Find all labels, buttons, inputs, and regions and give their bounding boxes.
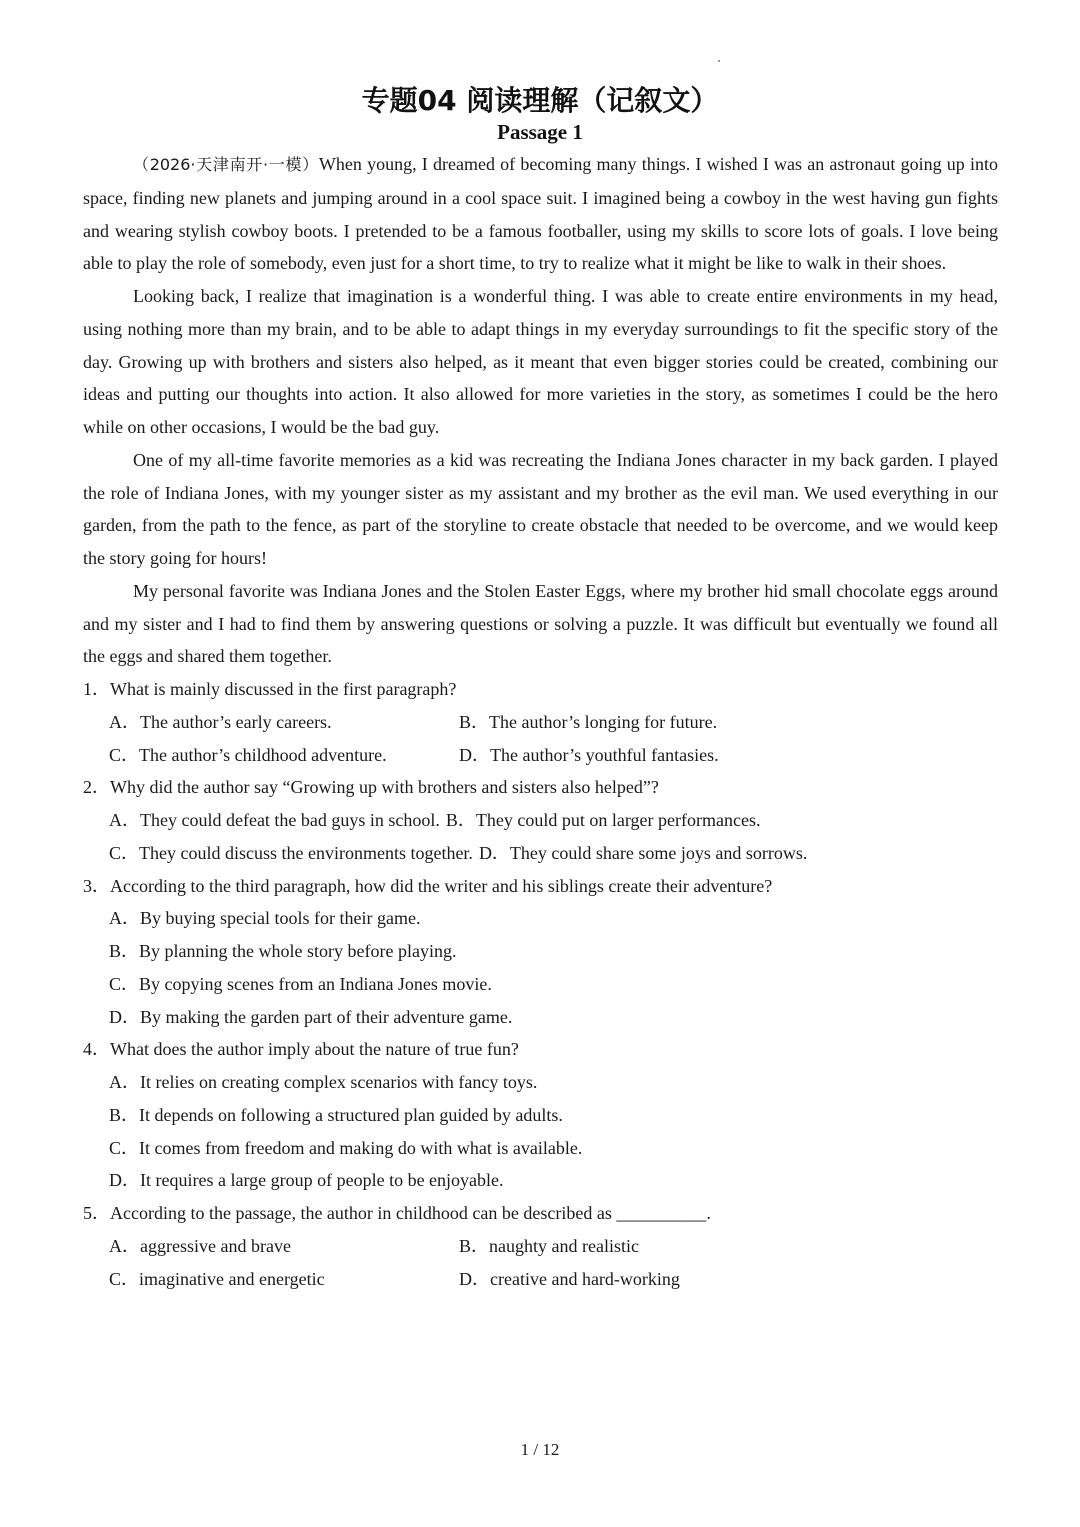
question-5-options bbox=[83, 1230, 998, 1296]
q5-option-a: A．aggressive and brave bbox=[109, 1235, 291, 1256]
question-3-options bbox=[83, 902, 998, 1033]
q5-option-c: C．imaginative and energetic bbox=[109, 1268, 325, 1289]
q3-option-b: B．By planning the whole story before playing. bbox=[109, 941, 457, 961]
passage-body bbox=[83, 148, 998, 1295]
passage-label: Passage 1 bbox=[497, 120, 583, 144]
q2-option-b: B．They could put on larger performances. bbox=[445, 810, 761, 830]
question-2-options bbox=[83, 804, 998, 870]
q3-option-a: A．By buying special tools for their game. bbox=[109, 908, 421, 929]
q1-option-a: A．The author’s early careers. bbox=[109, 711, 332, 732]
q3-option-d: D．By making the garden part of their adventure game. bbox=[109, 1006, 513, 1027]
source-tag: （2026·天津南开·一模） bbox=[133, 155, 319, 174]
paragraph-2: Looking back, I realize that imagination is a wonderful thing. I was able to create entire environments in my head, using nothing more than my brain, and to be able to adapt things in my everyday surroundings to fit the specific story of the day. Growing up with brothers and sisters also helped, as it meant that even bigger stories could be created, combining our ideas and putting our thoughts into action. It also allowed for more varieties in the story, as sometimes I could be the hero while on other occasions, I would be the bad guy. bbox=[83, 286, 998, 437]
question-5-stem: 5．According to the passage, the author in childhood can be described as __________. bbox=[83, 1203, 711, 1223]
paragraph-3: One of my all-time favorite memories as a kid was recreating the Indiana Jones character in my back garden. I played the role of Indiana Jones, with my younger sister as my assistant and my brother as the evil man. We used everything in our garden, from the path to the fence, as part of the storyline to create obstacle that needed to be overcome, and we would keep the story going for hours! bbox=[83, 449, 998, 568]
q4-option-b: B．It depends on following a structured plan guided by adults. bbox=[109, 1104, 563, 1125]
page-title: 专题04 阅读理解（记叙文） bbox=[361, 84, 719, 117]
q1-option-d: D．The author’s youthful fantasies. bbox=[459, 744, 719, 765]
paragraph-1 bbox=[83, 148, 998, 280]
q4-option-d: D．It requires a large group of people to be enjoyable. bbox=[109, 1170, 504, 1191]
q1-option-b: B．The author’s longing for future. bbox=[459, 711, 718, 732]
question-3-stem: 3．According to the third paragraph, how did the writer and his siblings create their adventure? bbox=[83, 875, 773, 896]
question-4-stem: 4．What does the author imply about the nature of true fun? bbox=[83, 1039, 519, 1060]
question-2-stem: 2．Why did the author say “Growing up with brothers and sisters also helped”? bbox=[83, 777, 659, 798]
q1-option-c: C．The author’s childhood adventure. bbox=[109, 744, 387, 765]
question-4-options bbox=[83, 1066, 998, 1197]
q3-option-c: C．By copying scenes from an Indiana Jones movie. bbox=[109, 973, 492, 994]
q2-option-c: C．They could discuss the environments together. bbox=[109, 842, 473, 863]
q5-option-d: D．creative and hard-working bbox=[459, 1268, 680, 1289]
question-1-stem: 1．What is mainly discussed in the first paragraph? bbox=[83, 679, 457, 699]
scan-dot bbox=[718, 60, 720, 62]
q4-option-a: A．It relies on creating complex scenarios with fancy toys. bbox=[109, 1072, 538, 1092]
paragraph-4: My personal favorite was Indiana Jones and the Stolen Easter Eggs, where my brother hid small chocolate eggs around and my sister and I had to find them by answering questions or solving a puzzle. It was difficult but eventually we found all the eggs and shared them together. bbox=[83, 580, 998, 667]
paragraph-1-text: When young, I dreamed of becoming many things. I wished I was an astronaut going up into space, finding new planets and jumping around in a cool space suit. I imagined being a cowboy in the west having gun fights and wearing stylish cowboy boots. I pretended to be a famous footballer, using my skills to score lots of goals. I love being able to play the role of somebody, even just for a short time, to try to realize what it might be like to walk in their shoes. bbox=[83, 154, 998, 274]
page-number: 1 / 12 bbox=[520, 1440, 560, 1459]
question-1-options bbox=[83, 706, 998, 772]
q2-option-d: D．They could share some joys and sorrows. bbox=[478, 842, 808, 863]
q5-option-b: B．naughty and realistic bbox=[459, 1235, 639, 1256]
q4-option-c: C．It comes from freedom and making do with what is available. bbox=[109, 1137, 583, 1158]
q2-option-a: A．They could defeat the bad guys in school. bbox=[109, 810, 440, 830]
